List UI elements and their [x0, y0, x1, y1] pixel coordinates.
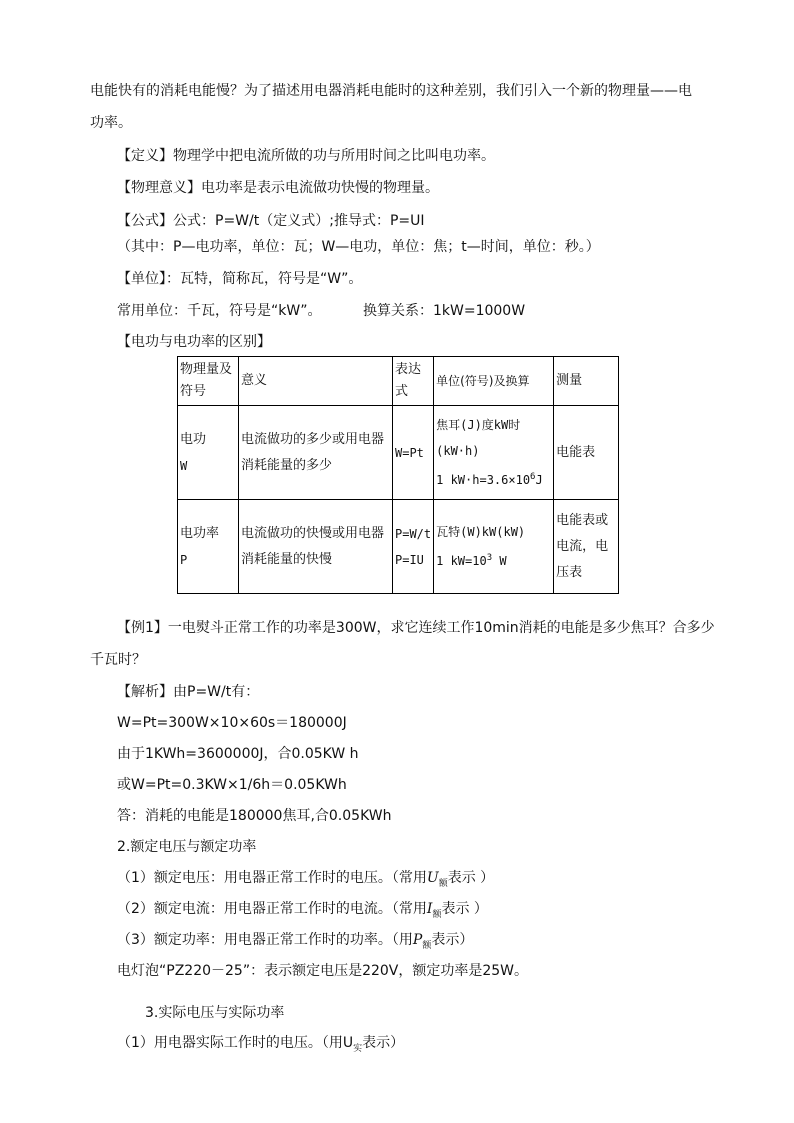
- cell-power-expr: [393, 500, 434, 594]
- power-unit-b-exp: 3: [486, 553, 493, 563]
- comparison-table: [177, 356, 619, 594]
- rated-power: [117, 930, 473, 956]
- actual-voltage-tail: 表示）: [362, 1035, 405, 1051]
- table-row-power: [178, 500, 619, 594]
- table-row-work: [178, 406, 619, 500]
- formula: 【公式】公式：P=W/t（定义式）;推导式：P=UI: [117, 213, 425, 229]
- actual-voltage: [117, 1033, 404, 1059]
- cell-power-unit: [434, 500, 554, 594]
- rated-power-sub: 额: [422, 940, 432, 951]
- unit-conversion: 换算关系：1kW=1000W: [363, 303, 526, 319]
- example-question-1: 【例1】一电熨斗正常工作的功率是300W，求它连续工作10min消耗的电能是多少焦耳？合多少: [117, 620, 715, 636]
- rated-current-tail: 表示 ）: [441, 901, 488, 917]
- cell-work-meaning: 电流做功的多少或用电器消耗能量的多少: [239, 406, 393, 500]
- example-analysis: 【解析】由P=W/t有：: [117, 684, 260, 700]
- power-expr-1: P=W/t: [395, 526, 432, 541]
- example-step-1: W=Pt=300W×10×60s＝180000J: [117, 715, 347, 731]
- cell-work-unit: [434, 406, 554, 500]
- power-name: 电功率: [180, 525, 220, 541]
- rated-power-tail: 表示）: [431, 932, 474, 948]
- example-question-2: 千瓦时？: [90, 652, 146, 668]
- work-unit-c-tail: J: [535, 473, 543, 487]
- unit: 【单位】：瓦特，简称瓦，符号是“W”。: [117, 271, 363, 287]
- cell-work-expr: W=Pt: [393, 406, 434, 500]
- intro-line-2: 功率。: [90, 115, 132, 131]
- table-title: 【电功与电功率的区别】: [117, 334, 271, 350]
- example-step-3: 或W=Pt=0.3KW×1/6h＝0.05KWh: [117, 777, 347, 793]
- example-answer: 答：消耗的电能是180000焦耳,合0.05KWh: [117, 808, 392, 824]
- rated-voltage-symbol: U: [426, 870, 439, 886]
- rated-power-symbol: P: [412, 932, 423, 948]
- actual-heading: 3.实际电压与实际功率: [145, 1005, 285, 1021]
- rated-voltage-tail: 表示 ）: [447, 870, 495, 886]
- work-unit-a: 焦耳(J)度kW时: [436, 418, 521, 432]
- power-symbol: P: [180, 552, 188, 567]
- actual-voltage-symbol: U: [342, 1035, 354, 1051]
- intro-line-1: 电能快有的消耗电能慢？为了描述用电器消耗电能时的这种差别，我们引入一个新的物理量——电: [90, 83, 692, 99]
- work-unit-c-base: 1 kW·h=3.6×10: [436, 473, 531, 487]
- cell-work-measure: 电能表: [554, 406, 619, 500]
- work-unit-c: [436, 464, 551, 493]
- header-quantity: 物理量及符号: [178, 357, 239, 406]
- power-expr-2: P=IU: [395, 552, 424, 567]
- table-header-row: [178, 357, 619, 406]
- work-unit-b: (kW·h): [436, 444, 480, 458]
- rated-current-text: （2）额定电流：用电器正常工作时的电流。（常用: [117, 901, 427, 917]
- header-unit: 单位(符号)及换算: [434, 357, 554, 406]
- definition: 【定义】物理学中把电流所做的功与所用时间之比叫电功率。: [117, 148, 495, 164]
- rated-voltage-sub: 额: [438, 878, 448, 889]
- power-unit-b-tail: W: [492, 554, 507, 568]
- cell-power-measure: 电能表或电流，电压表: [554, 500, 619, 594]
- power-unit-b-base: 1 kW=10: [436, 554, 487, 568]
- header-meaning: 意义: [239, 357, 393, 406]
- rated-voltage: [117, 868, 494, 894]
- rated-voltage-text: （1）额定电压：用电器正常工作时的电压。（常用: [117, 870, 427, 886]
- rated-current: [117, 899, 488, 925]
- actual-voltage-sub: 实: [353, 1043, 363, 1054]
- rated-heading: 2.额定电压与额定功率: [117, 839, 257, 855]
- bulb-example: 电灯泡“PZ220－25”：表示额定电压是220V，额定功率是25W。: [117, 963, 529, 979]
- physical-meaning: 【物理意义】电功率是表示电流做功快慢的物理量。: [117, 180, 439, 196]
- work-unit-c-exp: 6: [530, 472, 536, 482]
- rated-current-sub: 额: [432, 909, 442, 920]
- common-unit: 常用单位：千瓦，符号是“kW”。: [117, 303, 322, 319]
- work-name: 电功: [180, 431, 207, 447]
- formula-note: （其中：P—电功率，单位：瓦；W—电功，单位：焦；t—时间，单位：秒。）: [117, 239, 600, 255]
- rated-current-symbol: I: [426, 901, 433, 917]
- header-measure: 测量: [554, 357, 619, 406]
- work-symbol: W: [180, 458, 188, 473]
- power-unit-b: [436, 545, 551, 574]
- cell-power-name: [178, 500, 239, 594]
- cell-power-meaning: 电流做功的快慢或用电器消耗能量的快慢: [239, 500, 393, 594]
- power-unit-a: 瓦特(W)kW(kW): [436, 525, 526, 539]
- header-expression: 表达式: [393, 357, 434, 406]
- actual-voltage-text: （1）用电器实际工作时的电压。（用: [117, 1035, 343, 1051]
- cell-work-name: [178, 406, 239, 500]
- rated-power-text: （3）额定功率：用电器正常工作时的功率。（用: [117, 932, 413, 948]
- example-step-2: 由于1KWh=3600000J，合0.05KW h: [117, 746, 359, 762]
